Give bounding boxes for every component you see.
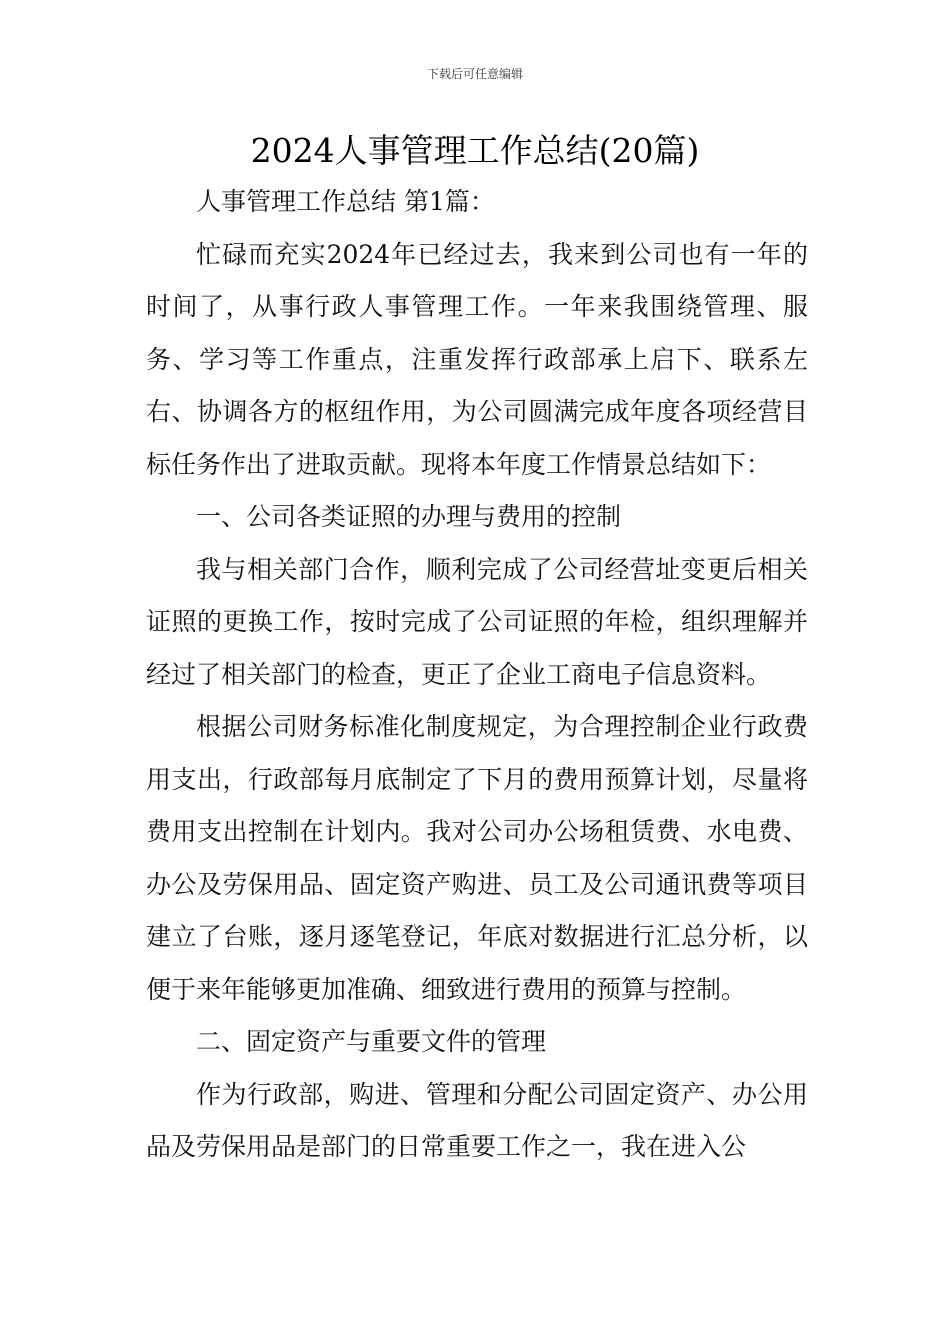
paragraph: 根据公司财务标准化制度规定，为合理控制企业行政费用支出，行政部每月底制定了下月的费用预算计划，尽量将费用支出控制在计划内。我对公司办公场租赁费、水电费、办公及劳保用品、固定资产购进、员工及公司通讯费等项目建立了台账，逐月逐笔登记，年底对数据进行汇总分析，以便于来年能够更加准确、细致进行费用的预算与控制。 — [146, 712, 808, 1004]
paragraph: 我与相关部门合作，顺利完成了公司经营址变更后相关证照的更换工作，按时完成了公司证照的年检，组织理解并经过了相关部门的检查，更正了企业工商电子信息资料。 — [146, 554, 808, 689]
section-heading: 人事管理工作总结 第1篇： — [196, 187, 495, 216]
section-heading: 二、固定资产与重要文件的管理 — [196, 1027, 547, 1056]
document-title: 2024人事管理工作总结(20篇) — [250, 131, 700, 170]
document-body — [146, 176, 808, 1174]
paragraph: 作为行政部，购进、管理和分配公司固定资产、办公用品及劳保用品是部门的日常重要工作之一，我在进入公 — [146, 1079, 808, 1161]
header-note: 下载后可任意编辑 — [426, 67, 523, 81]
paragraph: 忙碌而充实2024年已经过去，我来到公司也有一年的时间了，从事行政人事管理工作。一年来我围绕管理、服务、学习等工作重点，注重发挥行政部承上启下、联系左右、协调各方的枢纽作用，为公司圆满完成年度各项经营目标任务作出了进取贡献。现将本年度工作情景总结如下： — [146, 239, 808, 479]
section-heading: 一、公司各类证照的办理与费用的控制 — [196, 502, 622, 531]
